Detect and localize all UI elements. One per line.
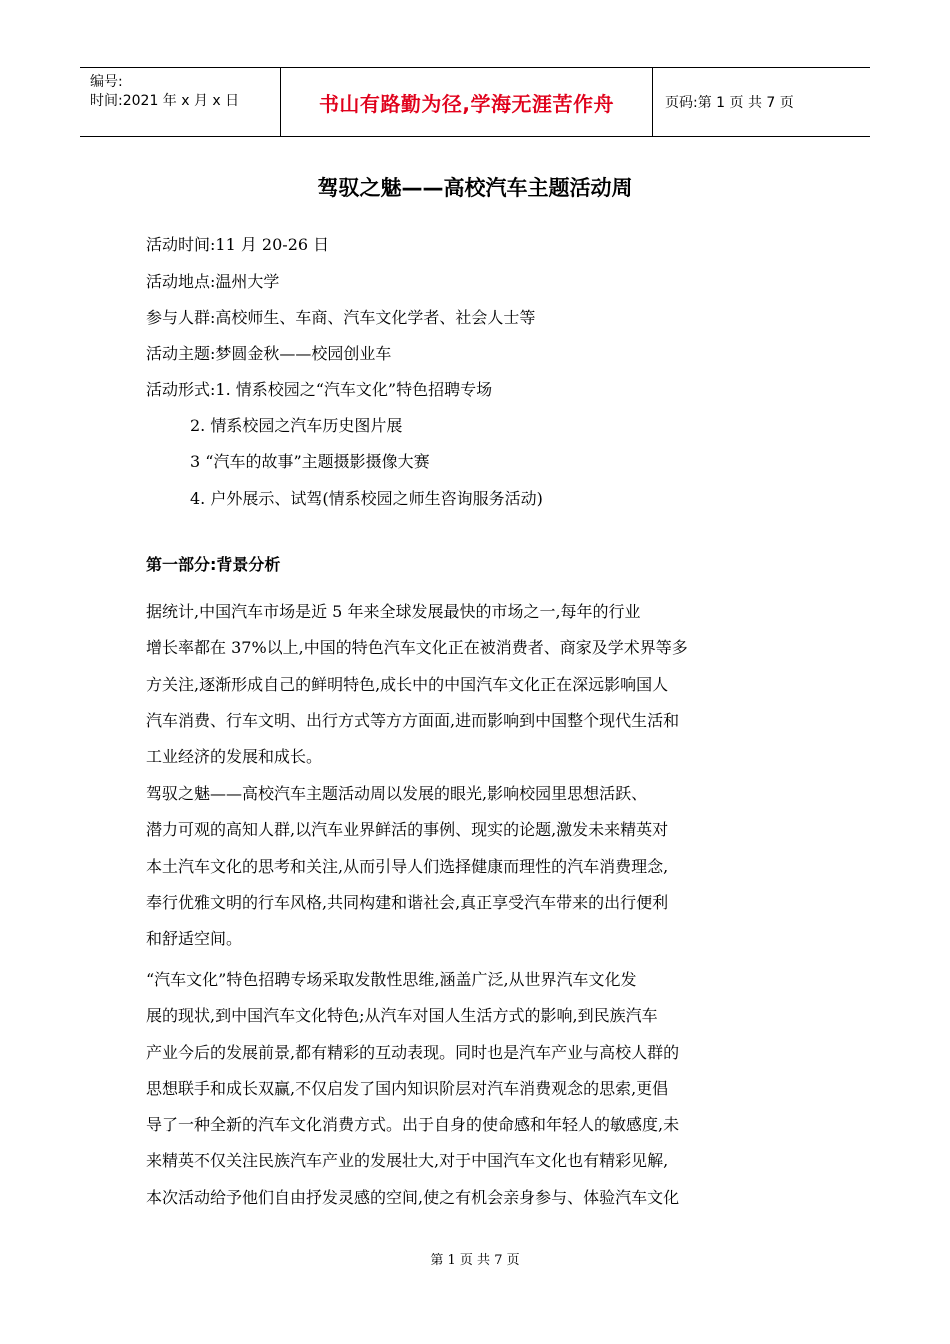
paragraph-line: 本次活动给予他们自由抒发灵感的空间,使之有机会亲身参与、体验汽车文化 xyxy=(146,1187,680,1207)
paragraph-line: 潜力可观的高知人群,以汽车业界鲜活的事例、现实的论题,激发未来精英对 xyxy=(146,820,669,840)
paragraph-1 xyxy=(146,594,822,775)
motto: 书山有路勤为径,学海无涯苦作舟 xyxy=(281,68,653,136)
info-form: 活动形式:1. 情系校园之“汽车文化”特色招聘专场 xyxy=(146,380,493,399)
paragraph-line: “汽车文化”特色招聘专场采取发散性思维,涵盖广泛,从世界汽车文化发 xyxy=(146,970,637,989)
paragraph-line: 展的现状,到中国汽车文化特色;从汽车对国人生活方式的影响,到民族汽车 xyxy=(146,1006,658,1026)
paragraph-line: 工业经济的发展和成长。 xyxy=(146,747,323,767)
paragraph-line: 和舒适空间。 xyxy=(146,929,243,949)
header-table xyxy=(80,67,870,137)
paragraph-line: 思想联手和成长双赢,不仅启发了国内知识阶层对汽车消费观念的思索,更倡 xyxy=(146,1078,669,1098)
paragraph-line: 奉行优雅文明的行车风格,共同构建和谐社会,真正享受汽车带来的出行便利 xyxy=(146,892,669,912)
info-item-2: 2. 情系校园之汽车历史图片展 xyxy=(190,416,403,435)
info-time: 活动时间:11 月 20-26 日 xyxy=(146,235,330,254)
paragraph-line: 汽车消费、行车文明、出行方式等方方面面,进而影响到中国整个现代生活和 xyxy=(146,710,680,730)
section-title: 第一部分:背景分析 xyxy=(146,555,281,574)
info-item-3: 3 “汽车的故事”主题摄影摄像大赛 xyxy=(190,452,430,471)
paragraph-line: 增长率都在 37%以上,中国的特色汽车文化正在被消费者、商家及学术界等多 xyxy=(146,638,688,658)
paragraph-line: 导了一种全新的汽车文化消费方式。出于自身的使命感和年轻人的敏感度,未 xyxy=(146,1115,680,1135)
page-label: 页码:第 1 页 共 7 页 xyxy=(665,95,794,111)
info-people: 参与人群:高校师生、车商、汽车文化学者、社会人士等 xyxy=(146,308,536,327)
info-place: 活动地点:温州大学 xyxy=(146,272,280,291)
page-footer: 第 1 页 共 7 页 xyxy=(430,1253,520,1268)
header-meta-cell xyxy=(80,68,281,136)
number-label: 编号: xyxy=(90,74,123,90)
paragraph-line: 来精英不仅关注民族汽车产业的发展壮大,对于中国汽车文化也有精彩见解, xyxy=(146,1151,669,1171)
paragraph-line: 产业今后的发展前景,都有精彩的互动表现。同时也是汽车产业与高校人群的 xyxy=(146,1042,680,1062)
document-title: 驾驭之魅——高校汽车主题活动周 xyxy=(317,176,633,200)
paragraph-3 xyxy=(146,962,822,1216)
paragraph-2 xyxy=(146,776,822,957)
paragraph-line: 方关注,逐渐形成自己的鲜明特色,成长中的中国汽车文化正在深远影响国人 xyxy=(146,674,669,694)
paragraph-line: 据统计,中国汽车市场是近 5 年来全球发展最快的市场之一,每年的行业 xyxy=(146,602,641,621)
info-theme: 活动主题:梦圆金秋——校园创业车 xyxy=(146,344,392,363)
paragraph-line: 驾驭之魅——高校汽车主题活动周以发展的眼光,影响校园里思想活跃、 xyxy=(146,784,648,803)
time-label: 时间:2021 年 x 月 x 日 xyxy=(90,93,240,109)
info-item-4: 4. 户外展示、试驾(情系校园之师生咨询服务活动) xyxy=(190,489,543,508)
paragraph-line: 本土汽车文化的思考和关注,从而引导人们选择健康而理性的汽车消费理念, xyxy=(146,856,669,876)
